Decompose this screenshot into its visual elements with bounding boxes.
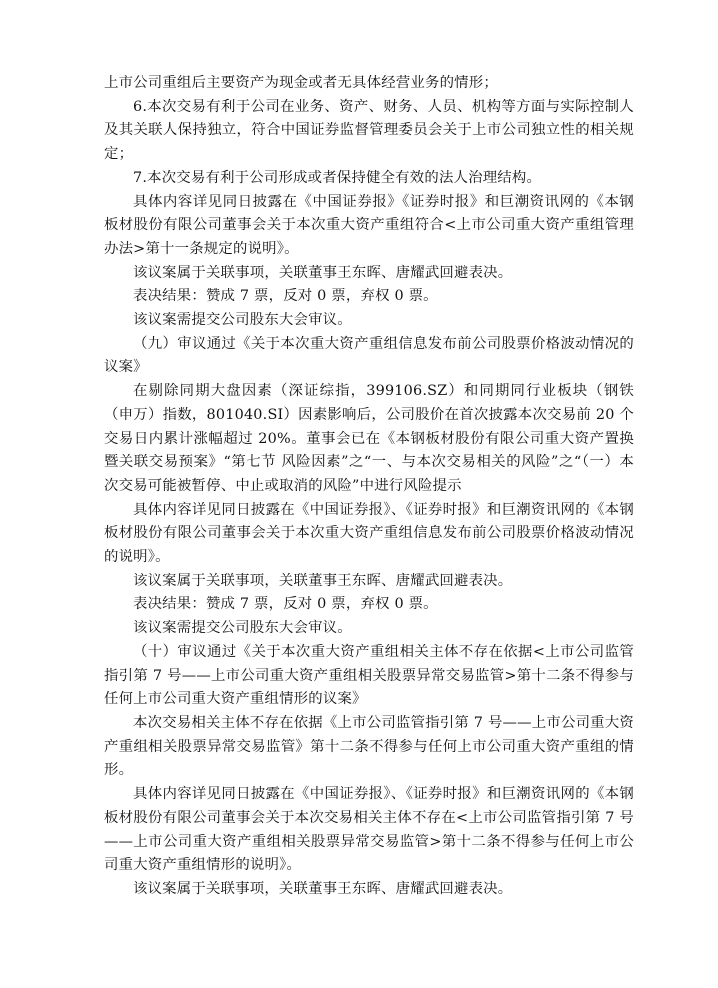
paragraph-1: 上市公司重组后主要资产为现金或者无具体经营业务的情形； [104,75,498,91]
paragraph-16: 具体内容详见同日披露在《中国证券报》、《证券时报》和巨潮资讯网的《本钢板材股份有限公司董事会关于本次交易相关主体不存在<上市公司监管指引第 7 号——上市公司重大资产重组相关股票异常交易监管>第十二条不得参与任何上市公司重大资产重组情形的说明》。 [104,786,634,874]
paragraph-6: 表决结果：赞成 7 票，反对 0 票，弃权 0 票。 [133,288,438,305]
paragraph-8: （九）审议通过《关于本次重大资产重组信息发布前公司股票价格波动情况的议案》 [104,335,634,376]
paragraph-12: 表决结果：赞成 7 票，反对 0 票，弃权 0 票。 [133,596,438,613]
paragraph-3: 7.本次交易有利于公司形成或者保持健全有效的法人治理结构。 [133,169,542,186]
paragraph-4: 具体内容详见同日披露在《中国证券报》《证券时报》和巨潮资讯网的《本钢板材股份有限公司董事会关于本次重大资产重组符合<上市公司重大资产重组管理办法>第十一条规定的说明》。 [104,193,634,257]
paragraph-10: 具体内容详见同日披露在《中国证券报》、《证券时报》和巨潮资讯网的《本钢板材股份有限公司董事会关于本次重大资产重组信息发布前公司股票价格波动情况的说明》。 [104,501,634,566]
paragraph-9: 在剔除同期大盘因素（深证综指，399106.SZ）和同期同行业板块（钢铁（申万）指数，801040.SI）因素影响后，公司股价在首次披露本次交易前 20 个交易日内累计涨幅超过 20%。董事会已在《本钢板材股份有限公司重大资产置换暨关联交易预案》“第七节 风险因素”之“一、与本次交易相关的风险”之“（一）本次交易可能被暂停、中止或取消的风险”中进行风险提示 [104,383,634,494]
paragraph-2: 6.本次交易有利于公司在业务、资产、财务、人员、机构等方面与实际控制人及其关联人保持独立，符合中国证券监督管理委员会关于上市公司独立性的相关规定； [104,98,634,163]
paragraph-17: 该议案属于关联事项，关联董事王东晖、唐耀武回避表决。 [133,880,513,897]
paragraph-7: 该议案需提交公司股东大会审议。 [133,312,352,329]
paragraph-11: 该议案属于关联事项，关联董事王东晖、唐耀武回避表决。 [133,572,513,589]
paragraph-14: （十）审议通过《关于本次重大资产重组相关主体不存在依据<上市公司监管指引第 7 号——上市公司重大资产重组相关股票异常交易监管>第十二条不得参与任何上市公司重大资产重组情形的议案》 [104,643,634,708]
paragraph-15: 本次交易相关主体不存在依据《上市公司监管指引第 7 号——上市公司重大资产重组相关股票异常交易监管》第十二条不得参与任何上市公司重大资产重组的情形。 [104,714,634,779]
document-body [104,72,634,902]
paragraph-13: 该议案需提交公司股东大会审议。 [133,620,352,637]
paragraph-5: 该议案属于关联事项，关联董事王东晖、唐耀武回避表决。 [133,264,513,281]
